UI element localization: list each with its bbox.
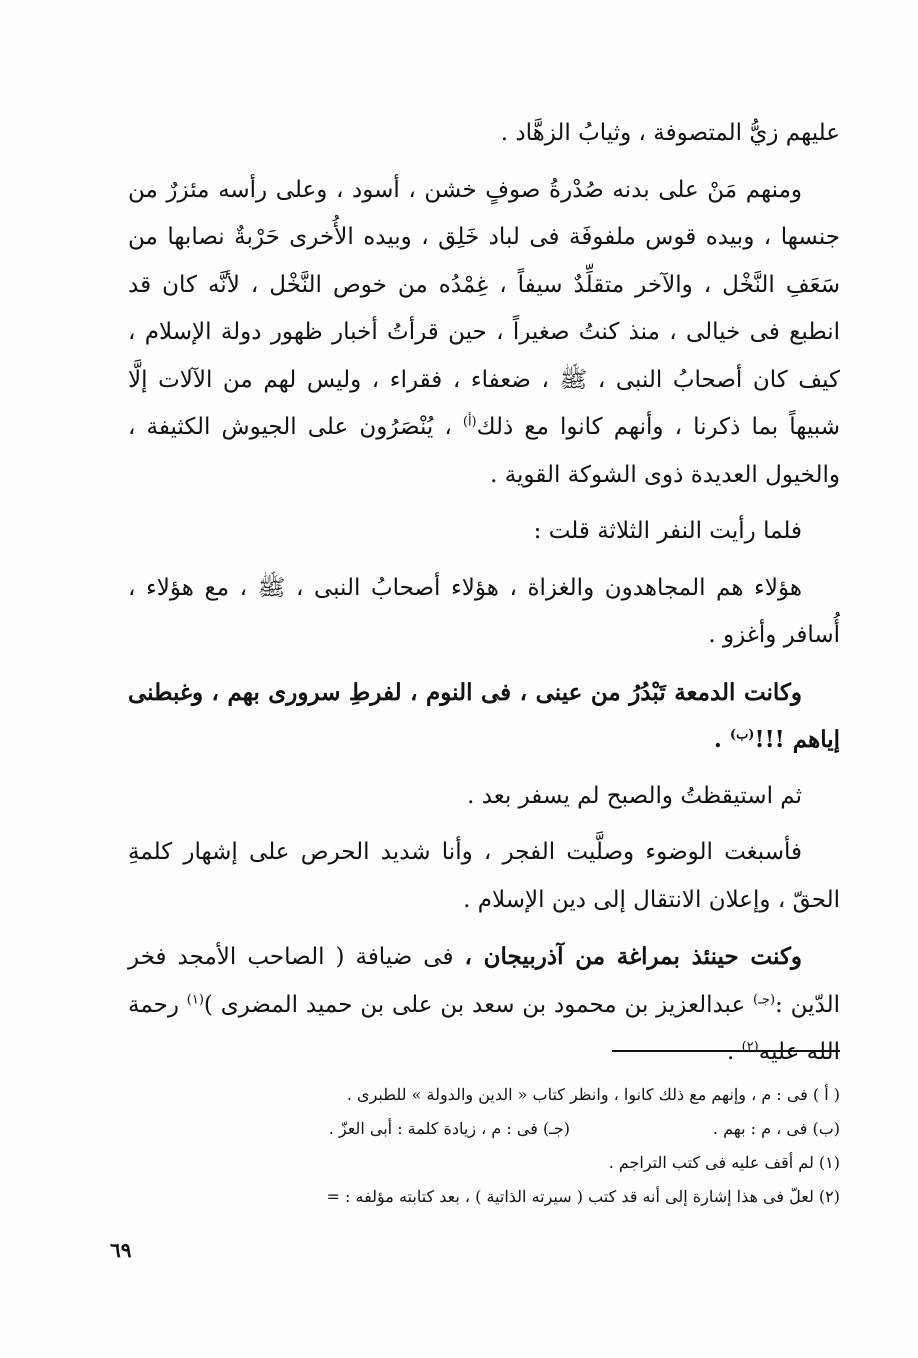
paragraph-3: فلما رأيت النفر الثلاثة قلت : <box>533 518 802 544</box>
paragraph-5 <box>128 669 840 764</box>
page-number: ٦٩ <box>110 1238 132 1262</box>
paragraph-4: هؤلاء هم المجاهدون والغزاة ، هؤلاء أصحابُ النبى ، ﷺ ، مع هؤلاء ، أُسافر وأغزو . <box>128 574 840 648</box>
paragraph-8 <box>128 933 840 1077</box>
paragraph-8-bold: وكنت حينئذ بمراغة من آذربيجان ، <box>464 943 803 970</box>
footnotes <box>128 1078 840 1214</box>
footnote-divider <box>612 1050 840 1052</box>
paragraph-8-text-d: . <box>726 1039 735 1065</box>
footnote-a: ( أ ) فى : م ، وإنهم مع ذلك كانوا ، وانظر كتاب « الدين والدولة » للطبرى . <box>346 1085 840 1104</box>
footnote-2: (٢) لعلّ فى هذا إشارة إلى أنه قد كتب ( سيرته الذاتية ) ، بعد كتابته مؤلفه : = <box>326 1187 840 1206</box>
paragraph-5-text-b: . <box>713 726 722 753</box>
paragraph-8-text-a: فى ضيافة ( الصاحب الأمجد فخر الدّين : <box>128 944 840 1018</box>
paragraph-8-text-b: عبدالعزيز بن محمود بن سعد بن على بن حميد المضرى ) <box>203 991 746 1018</box>
footnote-row-b-c <box>128 1112 840 1146</box>
paragraph-7: فأسبغت الوضوء وصلَّيت الفجر ، وأنا شديد الحرص على إشهار كلمةِ الحقّ ، وإعلان الانتقال إلى دين الإسلام . <box>128 839 840 913</box>
paragraph-5-text-a: وكانت الدمعة تَبْدُرُ من عينى ، فى النوم ، لفرطِ سرورى بهم ، وغبطنى إياهم !!! <box>128 678 840 753</box>
main-text <box>128 110 840 1086</box>
footnote-ref-b: (ب) <box>729 727 755 743</box>
footnote-ref-1: (١) <box>186 991 204 1007</box>
paragraph-2-text-a: ومنهم مَنْ على بدنه صُدْرةُ صوفٍ خشن ، أسود ، وعلى رأسه مئزرٌ من جنسها ، وبيده قوس ملفوفَة فى لباد خَلِق ، وبيده الأُخرى حَرْبةٌ نصابها من سَعَفِ النَّخْل ، والآخر متقلِّدٌ سيفاً ، غِمْدُه من خوص النَّخْل ، لأنَّه كان قد انطبع فى خيالى ، منذ كنتُ صغيراً ، حين قرأتُ أخبار ظهور دولة الإسلام ، كيف كان أصحابُ النبى ، ﷺ ، ضعفاء ، فقراء ، وليس لهم من الآلات إلَّا شبيهاً بما ذكرنا ، وأنهم كانوا مع ذلك <box>128 176 840 440</box>
paragraph-2 <box>128 167 840 500</box>
paragraph-6: ثم استيقظتُ والصبح لم يسفر بعد . <box>467 782 802 809</box>
footnote-ref-c: (جـ) <box>753 991 776 1007</box>
footnote-ref-2: (٢) <box>741 1039 759 1055</box>
footnote-c: (جـ) فى : م ، زيادة كلمة : أبى العزّ . <box>328 1119 570 1138</box>
footnote-ref-a: (أ) <box>462 414 477 430</box>
paragraph-1: عليهم زيُّ المتصوفة ، وثيابُ الزهَّاد . <box>500 120 840 146</box>
paragraph-2-text-b: ، يُنْصَرُون على الجيوش الكثيفة ، والخيول العديدة ذوى الشوكة القوية . <box>128 414 840 488</box>
paragraph-8-text-c: رحمة الله عليه <box>128 991 840 1065</box>
footnote-b: (ب) فى ، م : بهم . <box>712 1119 840 1138</box>
footnote-1: (١) لم أقف عليه فى كتب التراجم . <box>608 1153 840 1172</box>
